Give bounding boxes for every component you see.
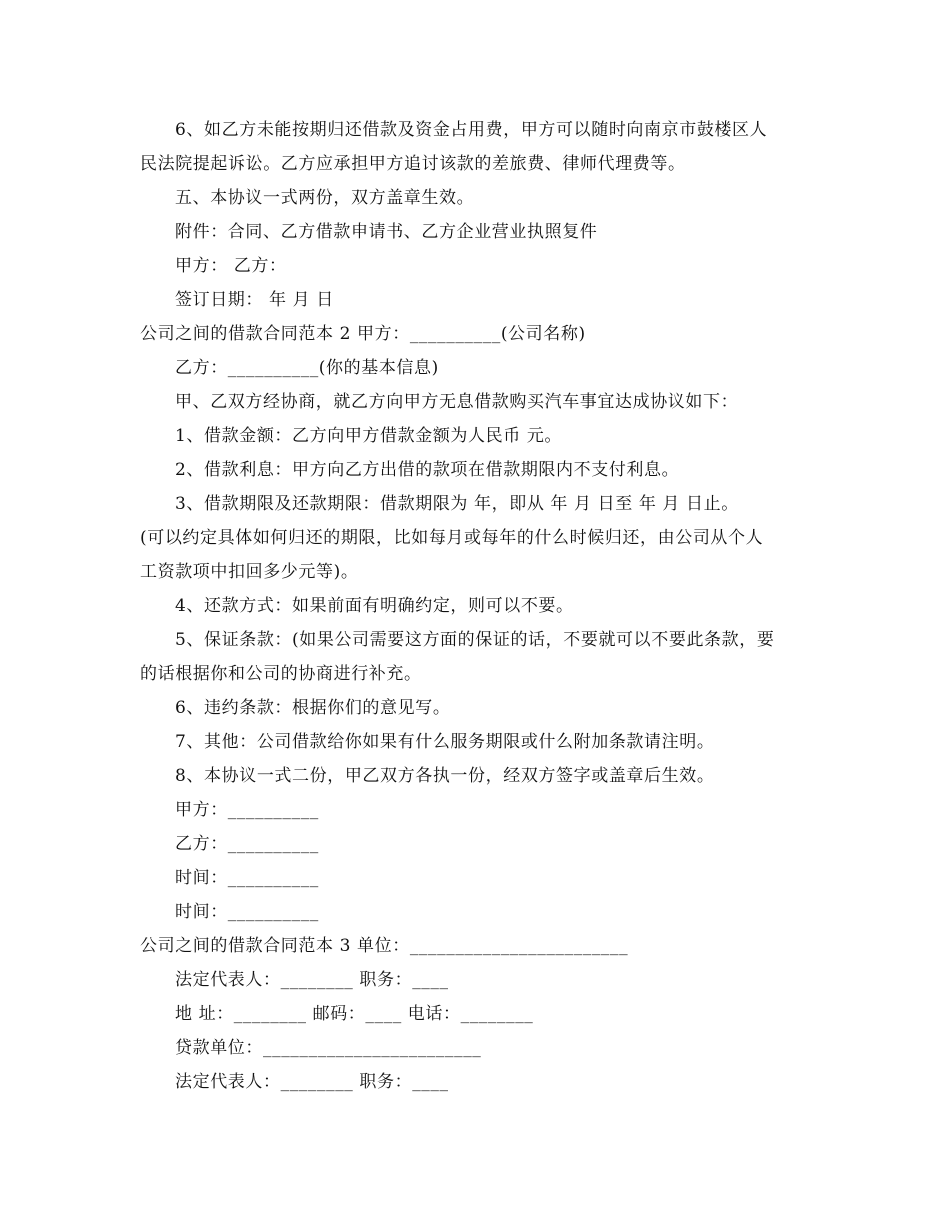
document-line: 甲、乙双方经协商，就乙方向甲方无息借款购买汽车事宜达成协议如下： <box>175 392 739 412</box>
document-line: 7、其他：公司借款给你如果有什么服务期限或什么附加条款请注明。 <box>175 732 715 752</box>
document-line: 公司之间的借款合同范本 2 甲方：__________(公司名称) <box>140 324 586 344</box>
document-line: 时间：__________ <box>175 868 319 888</box>
document-line: 时间：__________ <box>175 902 319 922</box>
document-line: 民法院提起诉讼。乙方应承担甲方追讨该款的差旅费、律师代理费等。 <box>140 154 686 174</box>
document-line: 公司之间的借款合同范本 3 单位：________________________ <box>140 936 629 956</box>
document-line: 乙方：__________(你的基本信息) <box>175 358 439 378</box>
document-line: 法定代表人：________ 职务：____ <box>175 970 449 990</box>
document-line: 法定代表人：________ 职务：____ <box>175 1072 449 1092</box>
document-line: 甲方： 乙方： <box>175 256 287 276</box>
document-line: 的话根据你和公司的协商进行补充。 <box>140 664 422 684</box>
document-line: (可以约定具体如何归还的期限，比如每月或每年的什么时候归还，由公司从个人 <box>140 528 764 548</box>
document-line: 4、还款方式：如果前面有明确约定，则可以不要。 <box>175 596 574 616</box>
document-line: 2、借款利息：甲方向乙方出借的款项在借款期限内不支付利息。 <box>175 460 680 480</box>
document-line: 签订日期： 年 月 日 <box>175 290 334 310</box>
document-line: 8、本协议一式二份，甲乙双方各执一份，经双方签字或盖章后生效。 <box>175 766 715 786</box>
document-line: 甲方：__________ <box>175 800 319 820</box>
document-line: 6、违约条款：根据你们的意见写。 <box>175 698 451 718</box>
document-line: 贷款单位：________________________ <box>175 1038 482 1058</box>
document-line: 5、保证条款：(如果公司需要这方面的保证的话，不要就可以不要此条款，要 <box>175 630 775 650</box>
document-line: 乙方：__________ <box>175 834 319 854</box>
document-line: 1、借款金额：乙方向甲方借款金额为人民币 元。 <box>175 426 563 446</box>
document-line: 五、本协议一式两份，双方盖章生效。 <box>175 188 475 208</box>
document-line: 附件：合同、乙方借款申请书、乙方企业营业执照复件 <box>175 222 598 242</box>
document-line: 工资款项中扣回多少元等)。 <box>140 562 359 582</box>
document-line: 地 址：________ 邮码：____ 电话：________ <box>175 1004 534 1024</box>
document-line: 6、如乙方未能按期归还借款及资金占用费，甲方可以随时向南京市鼓楼区人 <box>175 120 768 140</box>
document-line: 3、借款期限及还款期限：借款期限为 年，即从 年 月 日至 年 月 日止。 <box>175 494 739 514</box>
document-body <box>140 113 820 1099</box>
